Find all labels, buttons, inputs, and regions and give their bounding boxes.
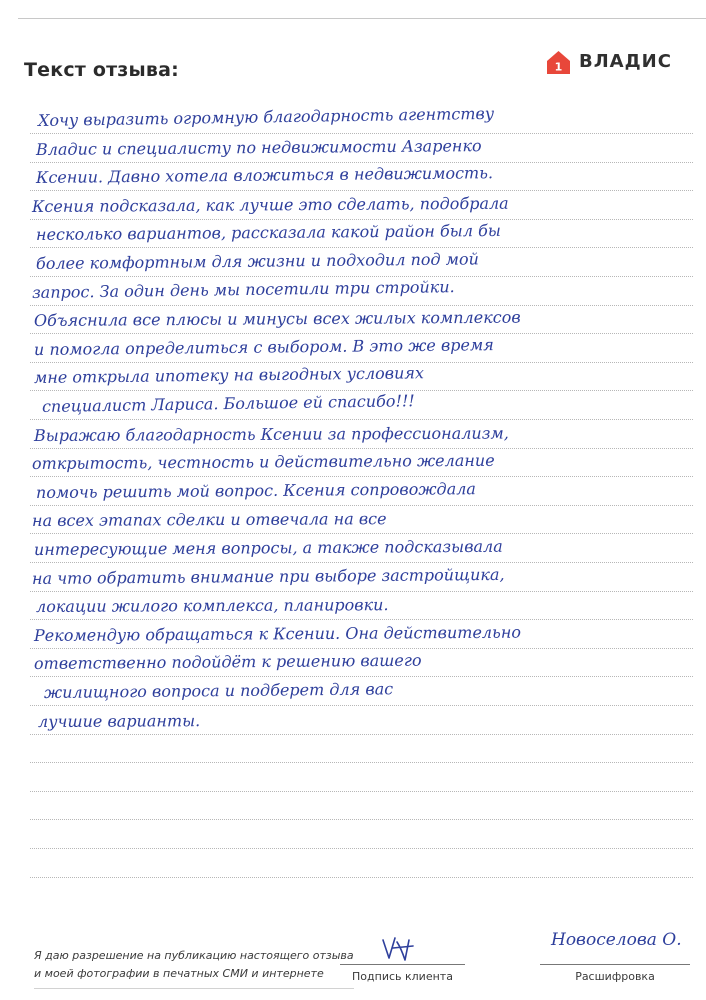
review-text-line: и помогла определиться с выбором. В это же время bbox=[33, 334, 494, 359]
consent-text: Я даю разрешение на публикацию настоящего отзыва и моей фотографии в печатных СМИ и интернете bbox=[34, 949, 354, 980]
review-text-line: запрос. За один день мы посетили три стройки. bbox=[31, 276, 455, 302]
review-text-line: Владис и специалисту по недвижимости Азаренко bbox=[35, 135, 482, 159]
decoding-handwritten-name: Новоселова О. bbox=[551, 930, 682, 950]
review-text-line: ответственно подойдёт к решению вашего bbox=[33, 651, 422, 674]
review-text-line: мне открыла ипотеку на выгодных условиях bbox=[33, 363, 425, 388]
review-text-line: несколько вариантов, рассказала какой район был бы bbox=[35, 221, 501, 245]
review-text-line: на всех этапах сделки и отвечала на все bbox=[31, 509, 387, 531]
review-text-line: жилищного вопроса и подберет для вас bbox=[43, 679, 394, 702]
form-title: Текст отзыва: bbox=[24, 59, 179, 81]
client-signature bbox=[373, 932, 433, 964]
svg-text:1: 1 bbox=[554, 60, 563, 74]
review-text-line: локации жилого комплекса, планировки. bbox=[35, 595, 389, 617]
review-text-line: Ксения подсказала, как лучше это сделать, подобрала bbox=[31, 193, 509, 216]
review-text-line: Выражаю благодарность Ксении за профессионализм, bbox=[33, 423, 509, 445]
review-text-line: более комфортным для жизни и подходил под мой bbox=[35, 249, 479, 273]
review-text-line: лучшие варианты. bbox=[37, 710, 201, 731]
decoding-label: Расшифровка bbox=[575, 970, 655, 983]
signature-line bbox=[340, 964, 465, 965]
review-text-line: Объяснила все плюсы и минусы всех жилых комплексов bbox=[33, 307, 521, 331]
review-text-line: Хочу выразить огромную благодарность агентству bbox=[37, 103, 495, 130]
review-text-line: специалист Лариса. Большое ей спасибо!!! bbox=[41, 391, 415, 416]
consent-divider bbox=[34, 988, 354, 989]
review-text-line: Ксении. Давно хотела вложиться в недвижимость. bbox=[35, 163, 494, 188]
brand-name: ВЛАДИС bbox=[579, 51, 672, 72]
review-handwritten-text bbox=[28, 0, 696, 1000]
review-text-line: на что обратить внимание при выборе застройщика, bbox=[31, 564, 505, 588]
review-text-line: Рекомендую обращаться к Ксении. Она действительно bbox=[33, 622, 522, 645]
review-text-line: помочь решить мой вопрос. Ксения сопровождала bbox=[35, 478, 476, 502]
signature-label: Подпись клиента bbox=[352, 970, 453, 983]
review-text-line: открытость, честность и действительно желание bbox=[31, 450, 495, 474]
decoding-line bbox=[540, 964, 690, 965]
review-text-line: интересующие меня вопросы, а также подсказывала bbox=[33, 536, 503, 559]
